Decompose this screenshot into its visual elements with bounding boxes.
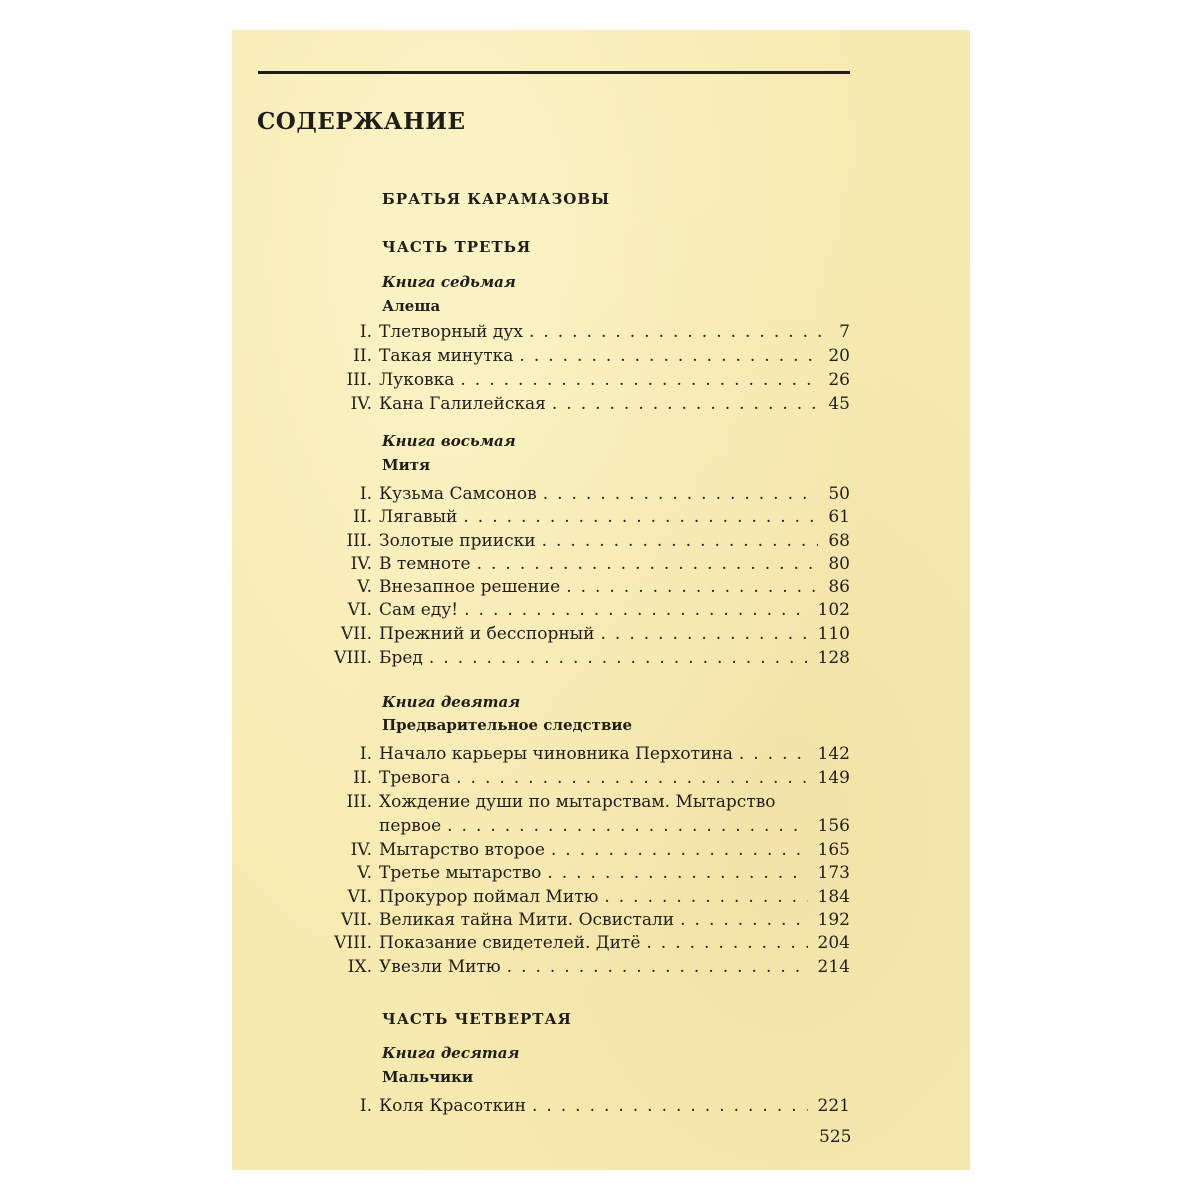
page-ref: 20 (828, 346, 850, 366)
page-ref: 45 (828, 394, 850, 414)
chapter-title: Сам еду! (379, 600, 459, 620)
chapter-title: Тлетворный дух (379, 322, 523, 342)
chapter-number: I. (359, 322, 372, 342)
page-ref: 173 (817, 863, 850, 883)
chapter-title: Увезли Митю (379, 957, 501, 977)
top-rule (258, 71, 850, 74)
chapter-number: IV. (350, 840, 372, 860)
chapter-title: Коля Красоткин (379, 1096, 526, 1116)
toc-entry (280, 320, 850, 344)
chapter-number: VII. (340, 910, 372, 930)
dot-leader (680, 908, 807, 932)
toc-entry (280, 790, 850, 836)
dot-leader (477, 552, 819, 576)
chapter-number: I. (359, 1096, 372, 1116)
page-ref: 142 (817, 744, 850, 764)
page-ref: 102 (817, 600, 850, 620)
toc-entry (280, 646, 850, 670)
page-ref: 214 (817, 957, 850, 977)
chapter-title: Кана Галилейская (379, 394, 546, 414)
dot-leader (464, 598, 807, 622)
toc-entry (280, 908, 850, 932)
toc-entry (280, 598, 850, 622)
page-ref: 80 (828, 554, 850, 574)
chapter-title: Внезапное решение (379, 577, 561, 597)
toc-entry (280, 482, 850, 506)
dot-leader (552, 392, 818, 416)
page-ref: 128 (817, 648, 850, 668)
dot-leader (551, 838, 808, 862)
book-8-subtitle: Митя (382, 456, 431, 474)
page-number: 525 (819, 1127, 852, 1147)
dot-leader (447, 814, 807, 838)
book-10-label: Книга десятая (382, 1044, 520, 1062)
book-9-subtitle: Предварительное следствие (382, 716, 633, 734)
book-9-label: Книга девятая (382, 693, 521, 711)
chapter-number: VIII. (334, 648, 372, 668)
chapter-title: Хождение души по мытарствам. Мытарство (379, 792, 776, 812)
chapter-number: II. (353, 507, 372, 527)
work-title: БРАТЬЯ КАРАМАЗОВЫ (382, 190, 611, 208)
chapter-number: I. (359, 744, 372, 764)
page-ref: 86 (828, 577, 850, 597)
chapter-title: Лягавый (379, 507, 458, 527)
chapter-title: Начало карьеры чиновника Перхотина (379, 744, 733, 764)
chapter-title: Прокурор поймал Митю (379, 887, 599, 907)
chapter-title: Бред (379, 648, 423, 668)
chapter-title: Такая минутка (379, 346, 514, 366)
page-ref: 61 (828, 507, 850, 527)
dot-leader (543, 482, 819, 506)
chapter-number: III. (346, 370, 372, 390)
dot-leader (739, 742, 808, 766)
chapter-title: Кузьма Самсонов (379, 484, 537, 504)
dot-leader (532, 1094, 808, 1118)
dot-leader (463, 505, 818, 529)
chapter-title: Великая тайна Мити. Освистали (379, 910, 675, 930)
chapter-number: VII. (340, 624, 372, 644)
part-4-label: ЧАСТЬ ЧЕТВЕРТАЯ (382, 1010, 572, 1028)
book-8-label: Книга восьмая (382, 432, 516, 450)
dot-leader (566, 575, 818, 599)
page-ref: 50 (828, 484, 850, 504)
page-ref: 184 (817, 887, 850, 907)
page-ref: 156 (817, 816, 850, 836)
toc-entry (280, 838, 850, 862)
page-ref: 68 (828, 531, 850, 551)
dot-leader (542, 529, 819, 553)
part-3-label: ЧАСТЬ ТРЕТЬЯ (382, 238, 532, 256)
chapter-title: Прежний и бесспорный (379, 624, 595, 644)
dot-leader (646, 931, 807, 955)
toc-entry (280, 575, 850, 599)
chapter-number: V. (357, 577, 372, 597)
page-ref: 204 (817, 933, 850, 953)
chapter-number: VIII. (334, 933, 372, 953)
page-ref: 149 (817, 768, 850, 788)
toc-entry (280, 861, 850, 885)
chapter-number: III. (346, 531, 372, 551)
chapter-title: Мытарство второе (379, 840, 545, 860)
page-ref: 221 (817, 1096, 850, 1116)
dot-leader (604, 885, 807, 909)
chapter-number: IX. (347, 957, 372, 977)
chapter-number: VI. (347, 600, 372, 620)
chapter-number: IV. (350, 554, 372, 574)
chapter-number: V. (357, 863, 372, 883)
contents-heading: СОДЕРЖАНИЕ (257, 108, 466, 135)
page-ref: 26 (828, 370, 850, 390)
toc-entry (280, 529, 850, 553)
page-ref: 165 (817, 840, 850, 860)
chapter-number: I. (359, 484, 372, 504)
toc-entry (280, 955, 850, 979)
chapter-title: Луковка (379, 370, 455, 390)
dot-leader (547, 861, 807, 885)
toc-entry (280, 742, 850, 766)
chapter-title: Третье мытарство (379, 863, 542, 883)
chapter-number: III. (346, 792, 372, 812)
book-7-label: Книга седьмая (382, 273, 516, 291)
page-ref: 110 (817, 624, 850, 644)
chapter-number: II. (353, 346, 372, 366)
chapter-number: II. (353, 768, 372, 788)
toc-entry (280, 885, 850, 909)
toc-entry (280, 392, 850, 416)
dot-leader (601, 622, 808, 646)
chapter-number: IV. (350, 394, 372, 414)
dot-leader (429, 646, 808, 670)
page-ref: 7 (839, 322, 850, 342)
dot-leader (456, 766, 807, 790)
toc-entry (280, 931, 850, 955)
toc-entry (280, 344, 850, 368)
chapter-title: Тревога (379, 768, 451, 788)
chapter-number: VI. (347, 887, 372, 907)
page-ref: 192 (817, 910, 850, 930)
dot-leader (460, 368, 818, 392)
chapter-title: Золотые прииски (379, 531, 536, 551)
toc-entry (280, 505, 850, 529)
toc-entry (280, 1094, 850, 1118)
dot-leader (529, 320, 829, 344)
toc-entry (280, 622, 850, 646)
book-10-subtitle: Мальчики (382, 1068, 474, 1086)
toc-entry (280, 368, 850, 392)
chapter-title: В темноте (379, 554, 471, 574)
chapter-title: Показание свидетелей. Дитё (379, 933, 641, 953)
toc-entry (280, 766, 850, 790)
dot-leader (519, 344, 818, 368)
toc-entry (280, 552, 850, 576)
book-7-subtitle: Алеша (382, 297, 441, 315)
dot-leader (507, 955, 808, 979)
chapter-title-continuation: первое (379, 816, 442, 836)
